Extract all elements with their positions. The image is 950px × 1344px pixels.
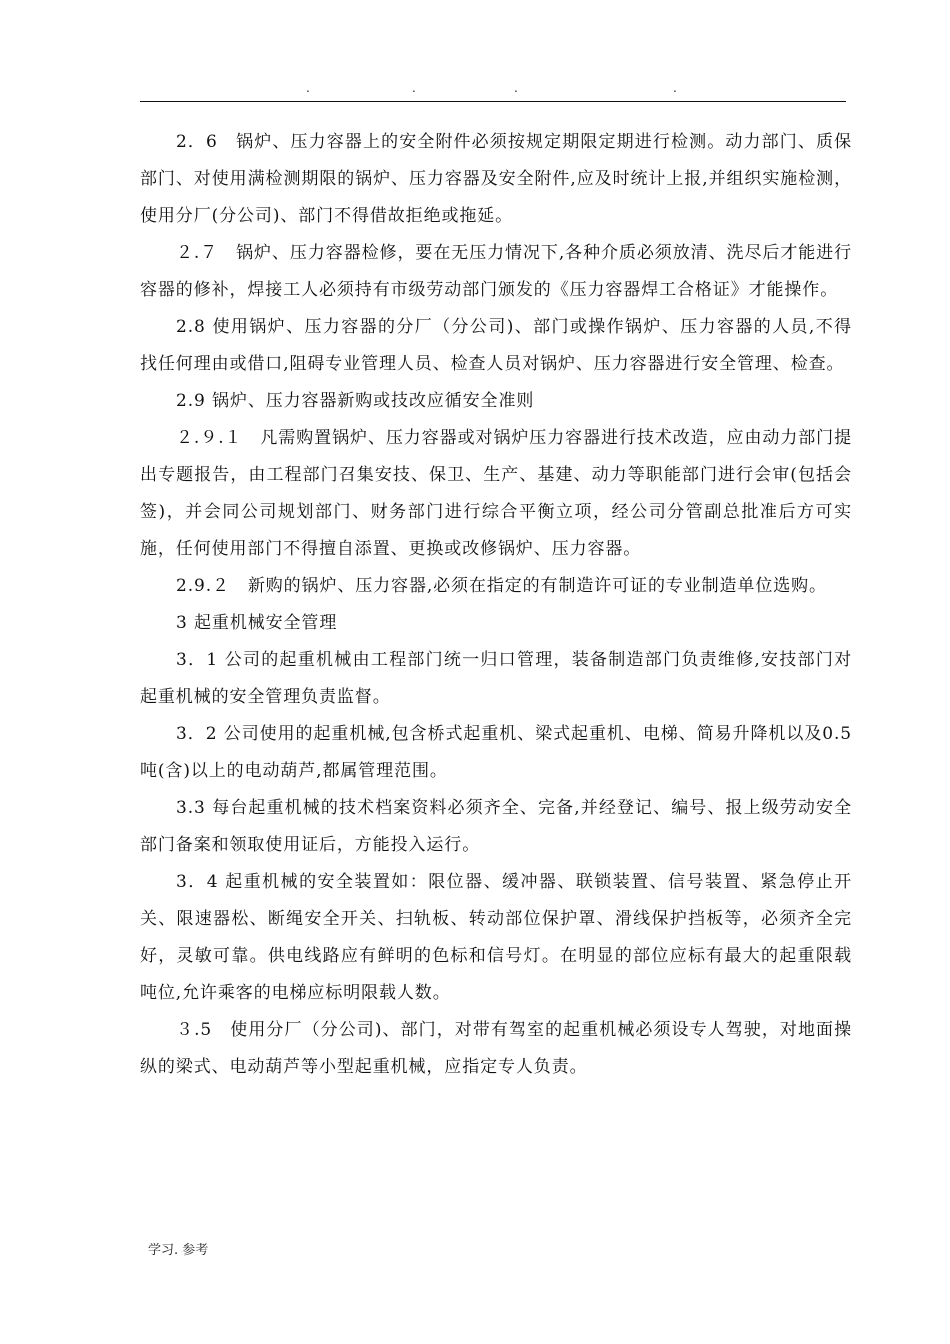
header-dot: . xyxy=(412,81,416,95)
paragraph-2-9-1: ２.９.１ 凡需购置锅炉、压力容器或对锅炉压力容器进行技术改造，应由动力部门提出专题报告，由工程部门召集安技、保卫、生产、基建、动力等职能部门进行会审(包括会签)，并会同公司规划部门、财务部门进行综合平衡立项，经公司分管副总批准后方可实施，任何使用部门不得擅自添置、更换或改修锅炉、压力容器。 xyxy=(140,428,852,559)
header-dot: . xyxy=(673,81,677,95)
header-dots xyxy=(140,82,846,96)
paragraph-3-3: 3.3 每台起重机械的技术档案资料必须齐全、完备,并经登记、编号、报上级劳动安全部门备案和领取使用证后，方能投入运行。 xyxy=(140,798,852,855)
paragraph-2-8: 2.8 使用锅炉、压力容器的分厂（分公司)、部门或操作锅炉、压力容器的人员,不得找任何理由或借口,阻碍专业管理人员、检查人员对锅炉、压力容器进行安全管理、检查。 xyxy=(140,317,852,374)
header-rule xyxy=(140,101,846,102)
paragraph-2-9-2: 2.9.２ 新购的锅炉、压力容器,必须在指定的有制造许可证的专业制造单位选购。 xyxy=(176,576,827,596)
paragraph-2-6: 2．6 锅炉、压力容器上的安全附件必须按规定期限定期进行检测。动力部门、质保部门、对使用满检测期限的锅炉、压力容器及安全附件,应及时统计上报,并组织实施检测，使用分厂(分公司)、部门不得借故拒绝或拖延。 xyxy=(140,132,852,226)
paragraph-3-4: 3．4 起重机械的安全装置如：限位器、缓冲器、联锁装置、信号装置、紧急停止开关、限速器松、断绳安全开关、扫轨板、转动部位保护罩、滑线保护挡板等，必须齐全完好，灵敏可靠。供电线路应有鲜明的色标和信号灯。在明显的部位应标有最大的起重限载吨位,允许乘客的电梯应标明限载人数。 xyxy=(140,872,852,1003)
paragraph-3-1: 3．1 公司的起重机械由工程部门统一归口管理，装备制造部门负责维修,安技部门对起重机械的安全管理负责监督。 xyxy=(140,650,852,707)
section-3-heading: 3 起重机械安全管理 xyxy=(176,613,338,633)
paragraph-3-5: ３.5 使用分厂（分公司)、部门，对带有驾室的起重机械必须设专人驾驶，对地面操纵的梁式、电动葫芦等小型起重机械，应指定专人负责。 xyxy=(140,1020,852,1077)
paragraph-3-2: 3．2 公司使用的起重机械,包含桥式起重机、梁式起重机、电梯、简易升降机以及0.5吨(含)以上的电动葫芦,都属管理范围。 xyxy=(140,724,852,781)
page-footer: 学习. 参考 xyxy=(148,1243,209,1258)
header-dot: . xyxy=(514,81,518,95)
document-body xyxy=(140,124,852,1086)
paragraph-2-9-heading: 2.9 锅炉、压力容器新购或技改应循安全准则 xyxy=(176,391,535,411)
paragraph-2-7: ２.７ 锅炉、压力容器检修，要在无压力情况下,各种介质必须放清、洗尽后才能进行容器的修补，焊接工人必须持有市级劳动部门颁发的《压力容器焊工合格证》才能操作。 xyxy=(140,243,852,300)
header-dot: . xyxy=(306,81,310,95)
